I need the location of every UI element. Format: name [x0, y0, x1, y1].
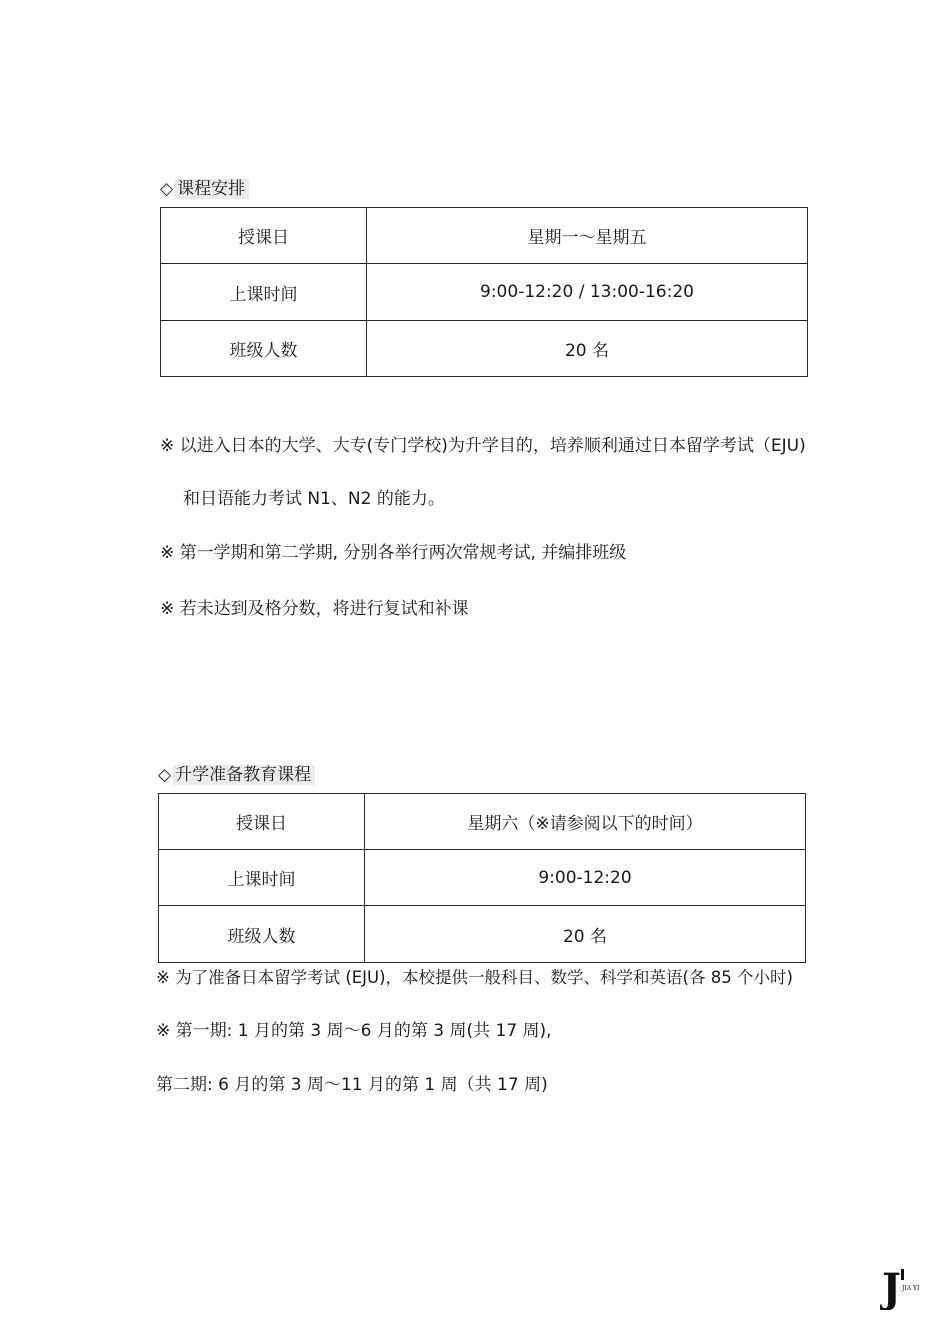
table-row: [159, 850, 806, 906]
row-value: 20 名: [367, 321, 808, 377]
diamond-icon: ◇: [158, 765, 172, 785]
section1-note-1-continued: 和日语能力考试 N1、N2 的能力。: [183, 489, 445, 509]
table-row: [161, 321, 808, 377]
section2-heading: [158, 763, 315, 787]
table-row: [161, 264, 808, 321]
section2-note-2: ※ 第一期: 1 月的第 3 周～6 月的第 3 周(共 17 周),: [156, 1021, 552, 1041]
row-label: 班级人数: [159, 906, 365, 963]
table-row: [161, 208, 808, 264]
table-row: [159, 906, 806, 963]
section1-note-3: ※ 若未达到及格分数，将进行复试和补课: [160, 599, 469, 619]
row-value: 星期一～星期五: [367, 208, 808, 264]
section1-title: 课程安排: [175, 179, 249, 199]
row-value: 星期六（※请参阅以下的时间）: [365, 794, 806, 850]
jiayi-logo: [880, 1266, 930, 1310]
section1-note-2: ※ 第一学期和第二学期, 分别各举行两次常规考试, 并编排班级: [160, 543, 627, 563]
logo-accent: [901, 1269, 904, 1280]
diamond-icon: ◇: [160, 179, 174, 199]
row-value: 9:00-12:20 / 13:00-16:20: [367, 264, 808, 321]
row-value: 9:00-12:20: [365, 850, 806, 906]
section1-note-1: ※ 以进入日本的大学、大专(专门学校)为升学目的，培养顺利通过日本留学考试（EJU): [160, 436, 806, 456]
row-label: 上课时间: [161, 264, 367, 321]
logo-text: JIA YI: [902, 1285, 920, 1292]
logo-mark: J: [882, 1266, 901, 1310]
table-row: [159, 794, 806, 850]
row-label: 班级人数: [161, 321, 367, 377]
row-label: 上课时间: [159, 850, 365, 906]
section2-title: 升学准备教育课程: [173, 765, 315, 785]
row-label: 授课日: [159, 794, 365, 850]
section1-table: [160, 207, 808, 377]
row-label: 授课日: [161, 208, 367, 264]
section2-note-3: 第二期: 6 月的第 3 周～11 月的第 1 周（共 17 周): [156, 1075, 548, 1095]
section2-table: [158, 793, 806, 963]
section2-note-1: ※ 为了准备日本留学考试 (EJU)，本校提供一般科目、数学、科学和英语(各 85 个小时): [156, 968, 793, 987]
row-value: 20 名: [365, 906, 806, 963]
section1-heading: [160, 177, 249, 201]
